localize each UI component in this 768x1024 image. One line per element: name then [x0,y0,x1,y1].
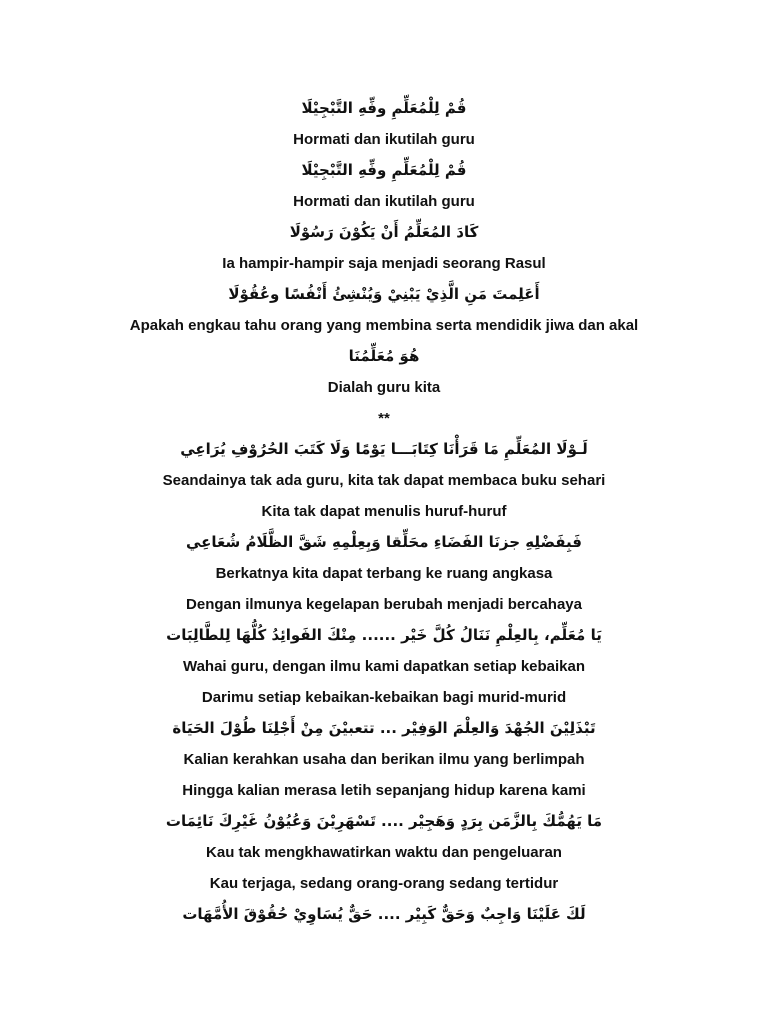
arabic-verse-line: لَـوْلَا المُعَلِّمِ مَا قَرَأْنَا كِتَابَـــا يَوْمًا وَلَا كَتَبَ الحُرُوْفِ يُرَاعِي [180,440,588,458]
translation-line: Hingga kalian merasa letih sepanjang hidup karena kami [182,782,586,799]
translation-line: Hormati dan ikutilah guru [293,193,475,210]
arabic-verse-line: تَبْذَلِيْنَ الجُهْدَ وَالعِلْمَ الوَفِيْر ... تتعبيْنَ مِنْ أَجْلِنَا طُوْلَ الحَيَاة [172,719,596,737]
arabic-verse-line: قُمْ لِلْمُعَلِّمِ وفِّهِ التَّبْجِيْلَا [301,99,467,117]
arabic-verse-line: أَعَلِمتَ مَنِ الَّذِيْ يَبْنِيْ وَيُنْشِئُ أَنْفُسًا وعُقُوْلَا [228,285,540,303]
arabic-verse-line: مَا يَهُمُّكَ بِالزَّمَن بِرَدٍ وَهَجِيْر .... تَسْهَرِيْنَ وَعُيُوْنُ غَيْرِكَ نَائِمَات [165,812,603,830]
arabic-verse-line: قُمْ لِلْمُعَلِّمِ وفِّهِ التَّبْجِيْلَا [301,161,467,179]
translation-line: Hormati dan ikutilah guru [293,131,475,148]
arabic-verse-line: كَادَ المُعَلِّمُ أَنْ يَكُوْنَ رَسُوْلَا [289,223,479,241]
translation-line: Seandainya tak ada guru, kita tak dapat membaca buku sehari [162,472,606,489]
arabic-verse-line: يَا مُعَلِّم، بِالعِلْمِ نَنَالُ كُلَّ خَيْر ...... مِنْكَ الفَوائِدُ كُلُّهَا لِلطَّالِبَات [166,626,602,644]
translation-line: Dialah guru kita [327,379,441,396]
translation-line: Apakah engkau tahu orang yang membina serta mendidik jiwa dan akal [129,317,639,334]
section-separator: ** [378,410,390,427]
arabic-verse-line: لَكَ عَلَيْنَا وَاجِبٌ وَحَقٌّ كَبِيْر .... حَقٌّ يُسَاوِيْ حُقُوْقَ الأُمَّهَات [182,905,586,923]
translation-line: Ia hampir-hampir saja menjadi seorang Rasul [222,255,546,272]
translation-line: Kita tak dapat menulis huruf-huruf [261,503,507,520]
translation-line: Berkatnya kita dapat terbang ke ruang angkasa [215,565,553,582]
arabic-verse-line: فَبِفَضْلِهِ جزنَا الفَضَاءِ محَلِّقا وَبِعِلْمِهِ شَقَّ الظَّلَامُ شُعَاعِي [185,533,582,551]
arabic-verse-line: هُوَ مُعَلِّمُنَا [348,347,420,365]
translation-line: Dengan ilmunya kegelapan berubah menjadi bercahaya [186,596,582,613]
translation-line: Kau tak mengkhawatirkan waktu dan pengeluaran [206,844,562,861]
translation-line: Darimu setiap kebaikan-kebaikan bagi murid-murid [201,689,567,706]
translation-line: Kalian kerahkan usaha dan berikan ilmu yang berlimpah [183,751,585,768]
translation-line: Wahai guru, dengan ilmu kami dapatkan setiap kebaikan [182,658,586,675]
poem-document [0,93,768,930]
translation-line: Kau terjaga, sedang orang-orang sedang tertidur [209,875,559,892]
